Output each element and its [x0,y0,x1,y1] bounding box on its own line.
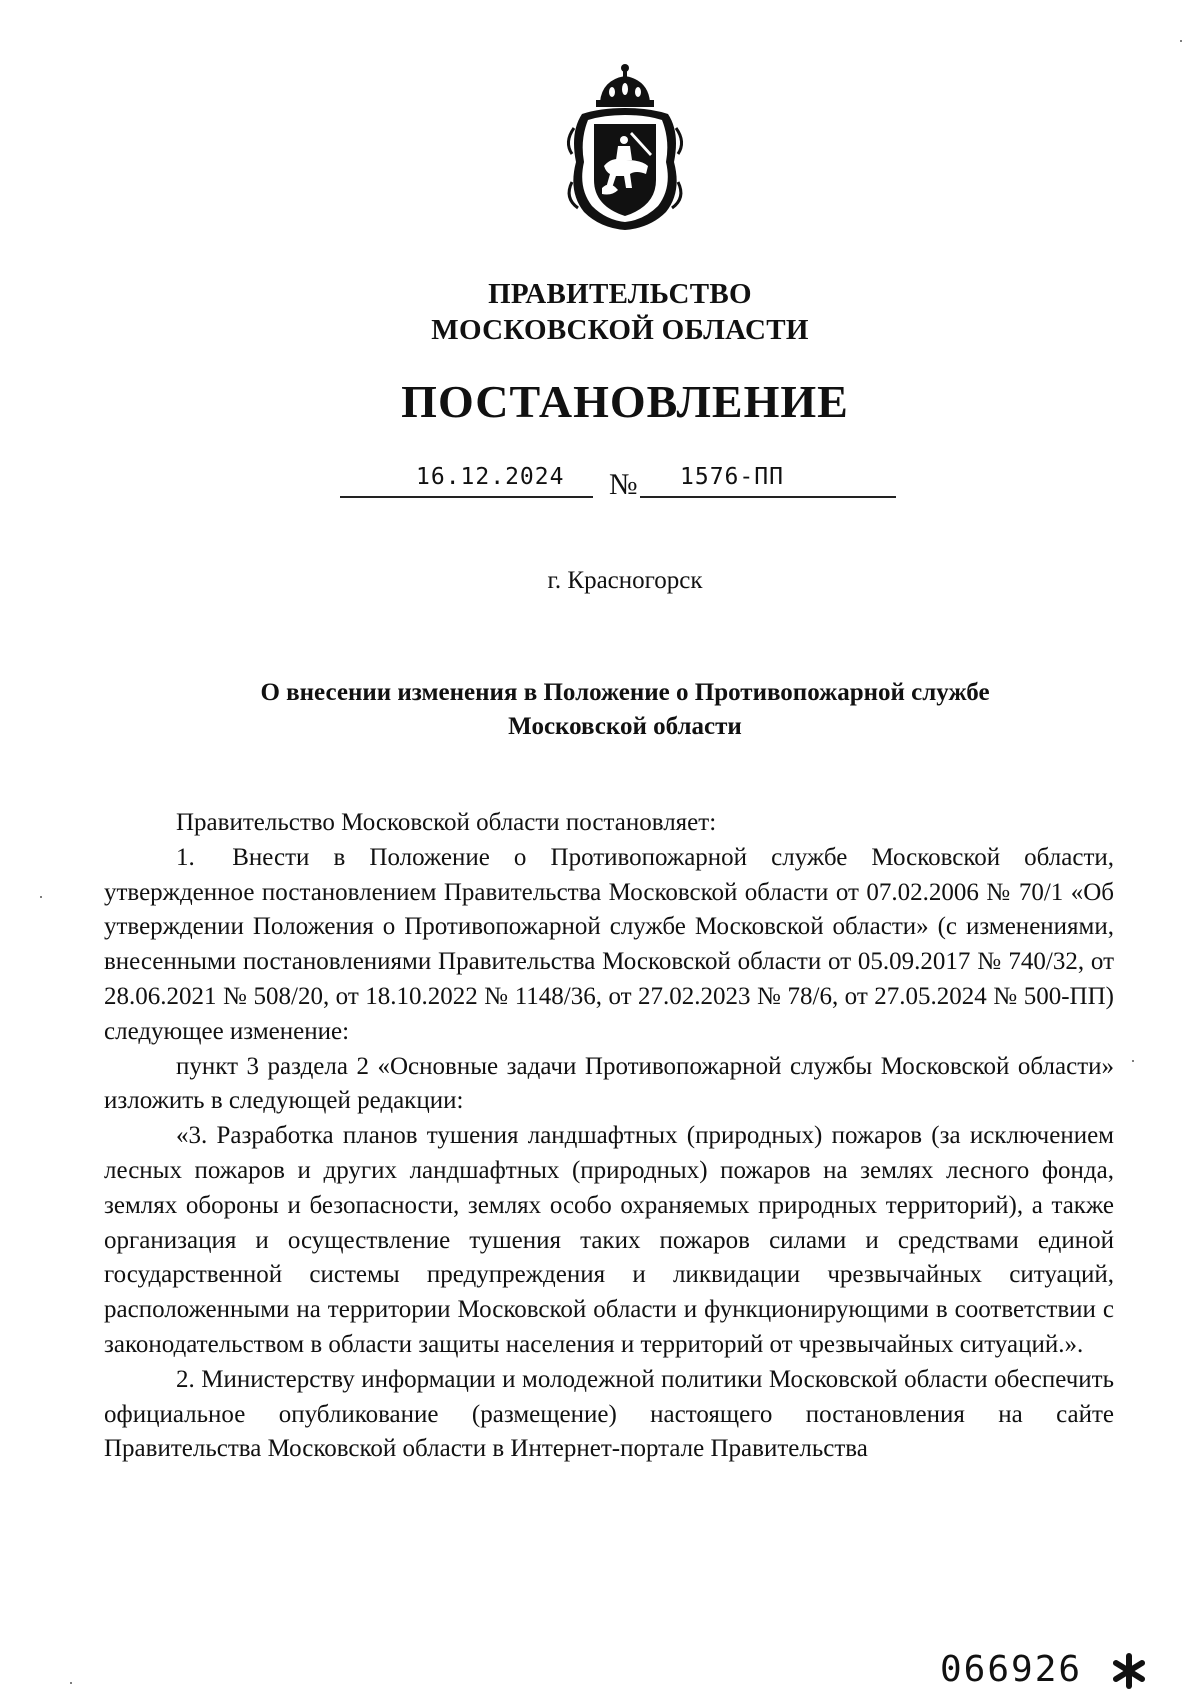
moscow-oblast-coat-of-arms-icon [560,62,690,232]
body-paragraph-amendment-text: «3. Разработка планов тушения ландшафтных (природных) пожаров (за исключением лесных пожаров и других ландшафтных (природных) пожаров на землях лесного фонда, землях обороны и безопасности, землях особо охраняемых природных территорий), а также организация и осуществление тушения таких пожаров силами и средствами единой государственной системы предупреждения и ликвидации чрезвычайных ситуаций, расположенными на территории Московской области и функционирующими в соответствии с законодательством в области защиты населения и территорий от чрезвычайных ситуаций.». [104,1122,1114,1358]
serial-number: 066926 [940,1649,1083,1690]
scan-speck [70,1682,72,1684]
number-underline [640,496,896,498]
organization-name-line2: МОСКОВСКОЙ ОБЛАСТИ [431,314,809,346]
body-paragraph-preamble: Правительство Московской области постановляет: [176,809,717,836]
scan-speck [40,896,42,898]
body-paragraph-amendment-intro: пункт 3 раздела 2 «Основные задачи Противопожарной службы Московской области» изложить в следующей редакции: [104,1052,1114,1115]
body-paragraph-item2: 2. Министерству информации и молодежной политики Московской области обеспечить официальное опубликование (размещение) настоящего постановления на сайте Правительства Московской области в Интернет-портале Правительства [104,1365,1114,1463]
document-number: 1576-ПП [680,464,784,490]
scan-speck [1132,1060,1134,1062]
document-city: г. Красногорск [547,567,703,594]
organization-name-line1: ПРАВИТЕЛЬСТВО [488,278,752,310]
title-line1: О внесении изменения в Положение о Противопожарной службе [260,679,990,706]
date-underline [340,496,593,498]
scan-speck [1180,40,1182,42]
body-paragraph-item1: 1. Внести в Положение о Противопожарной службе Московской области, утвержденное постановлением Правительства Московской области от 07.02.2006 № 70/1 «Об утверждении Положения о Противопожарной службе Московской области» (с изменениями, внесенными постановлениями Правительства Московской области от 05.09.2017 № 740/32, от 28.06.2021 № 508/20, от 18.10.2022 № 1148/36, от 27.02.2023 № 78/6, от 27.05.2024 № 500-ПП) следующее изменение: [104,843,1114,1045]
document-title [150,676,1100,744]
number-sign: № [609,468,638,501]
document-body [104,806,1114,1467]
title-line2: Московской области [508,713,742,740]
asterisk-icon [1110,1652,1148,1690]
document-type: ПОСТАНОВЛЕНИЕ [401,376,849,427]
document-date: 16.12.2024 [416,464,565,490]
